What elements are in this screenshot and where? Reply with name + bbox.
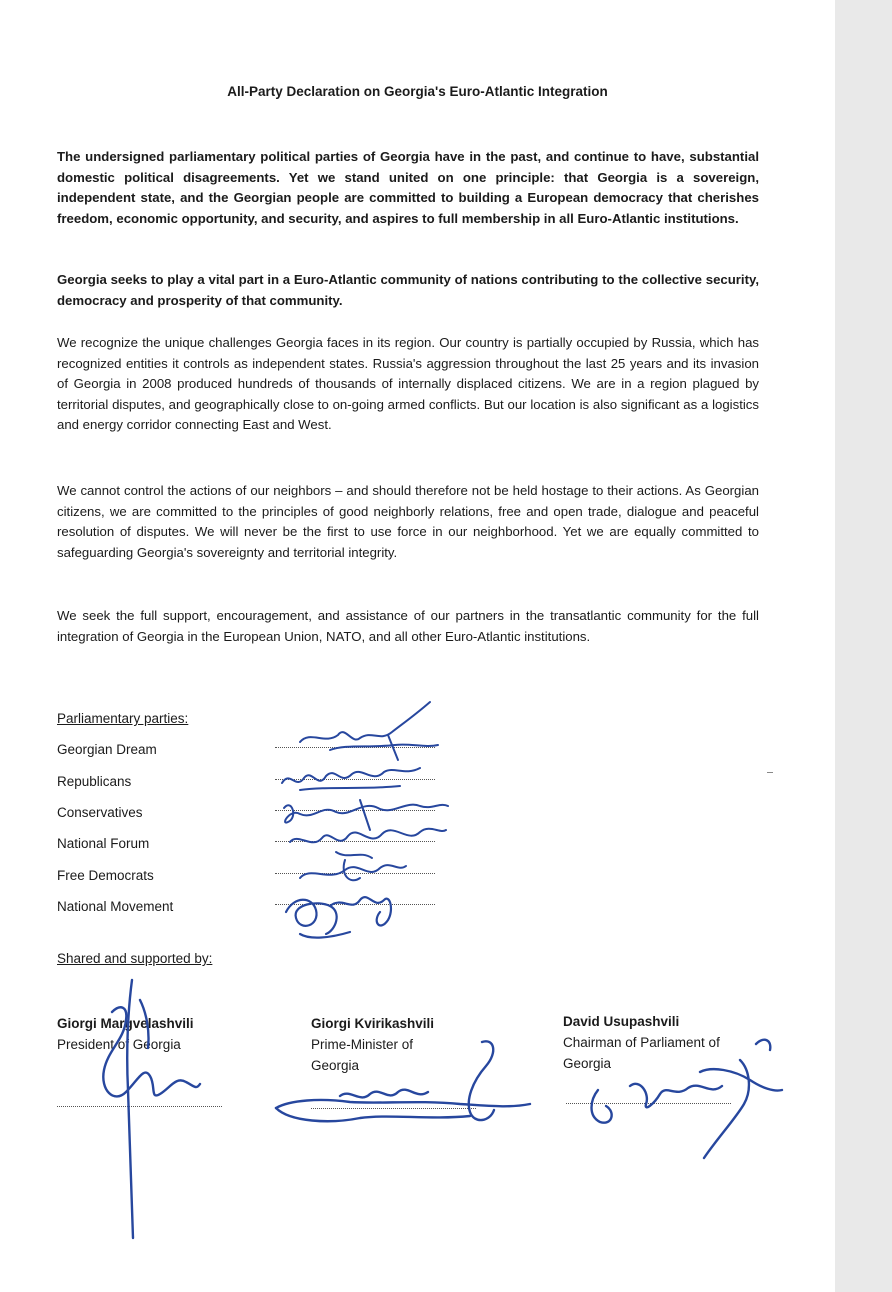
signatory-president [57, 1013, 194, 1055]
signature-line [275, 904, 435, 905]
party-national-forum: National Forum [57, 836, 150, 851]
signatory-role: Georgia [563, 1056, 612, 1071]
party-signature-georgian-dream [300, 702, 438, 760]
party-republicans: Republicans [57, 774, 132, 789]
signatory-role: Chairman of Parliament of [563, 1035, 720, 1050]
parties-heading: Parliamentary parties: [57, 711, 189, 726]
party-georgian-dream: Georgian Dream [57, 742, 157, 757]
signature-line [311, 1108, 476, 1109]
party-national-movement: National Movement [57, 899, 174, 914]
signatory-chairman [563, 1011, 720, 1074]
signature-line [275, 810, 435, 811]
party-signature-free-democrats [300, 860, 406, 880]
signatory-role: Prime-Minister of [311, 1037, 414, 1052]
paragraph-2: Georgia seeks to play a vital part in a Euro-Atlantic community of nations contributing to the collective security, democracy and prosperity of that community. [57, 272, 759, 308]
signatory-name: Giorgi Margvelashvili [57, 1016, 194, 1031]
signature-line [57, 1106, 222, 1107]
paragraph-3: We recognize the unique challenges Georgia faces in its region. Our country is partially occupied by Russia, which has recognized entities it controls as independent states. Russia's aggression throughout the last 25 years and its invasion of Georgia in 2008 produced hundreds of thousands of internally displaced citizens. We are in a region plagued by territorial disputes, and geographically close to on-going armed conflicts. But our location is also significant as a logistics and energy corridor connecting East and West. [57, 335, 759, 433]
signature-line [275, 779, 435, 780]
party-conservatives: Conservatives [57, 805, 143, 820]
scan-mark [767, 772, 773, 773]
signatory-name: Giorgi Kvirikashvili [311, 1016, 435, 1031]
signatory-role: Georgia [311, 1058, 360, 1073]
shared-heading: Shared and supported by: [57, 951, 213, 966]
signature-line [566, 1103, 731, 1104]
signatory-name: David Usupashvili [563, 1014, 680, 1029]
signatory-role: President of Georgia [57, 1037, 181, 1052]
paragraph-4: We cannot control the actions of our neighbors – and should therefore not be held hostage to their actions. As Georgian citizens, we are committed to the principles of good neighborly relations, free and open trade, dialogue and peaceful resolution of disputes. We will never be the first to use force in our neighborhood. Yet we are equally committed to safeguarding Georgia's sovereignty and territorial integrity. [57, 483, 759, 560]
signatory-prime-minister [311, 1013, 434, 1076]
signature-line [275, 841, 435, 842]
party-signature-conservatives [284, 800, 448, 830]
paragraph-1: The undersigned parliamentary political parties of Georgia have in the past, and continue to have, substantial domestic political disagreements. Yet we stand united on one principle: that Georgia is a sovereign, independent state, and the Georgian people are committed to building a European democracy that cherishes freedom, economic opportunity, and security, and aspires to full membership in all Euro-Atlantic institutions. [57, 149, 759, 226]
party-signature-national-forum [290, 829, 446, 858]
party-free-democrats: Free Democrats [57, 868, 154, 883]
document-title: All-Party Declaration on Georgia's Euro-Atlantic Integration [227, 84, 608, 99]
signature-line [275, 747, 435, 748]
background-margin [835, 0, 892, 1292]
signature-line [275, 873, 435, 874]
paragraph-5: We seek the full support, encouragement, and assistance of our partners in the transatlantic community for the full integration of Georgia in the European Union, NATO, and all other Euro-Atlantic institutions. [57, 608, 759, 644]
